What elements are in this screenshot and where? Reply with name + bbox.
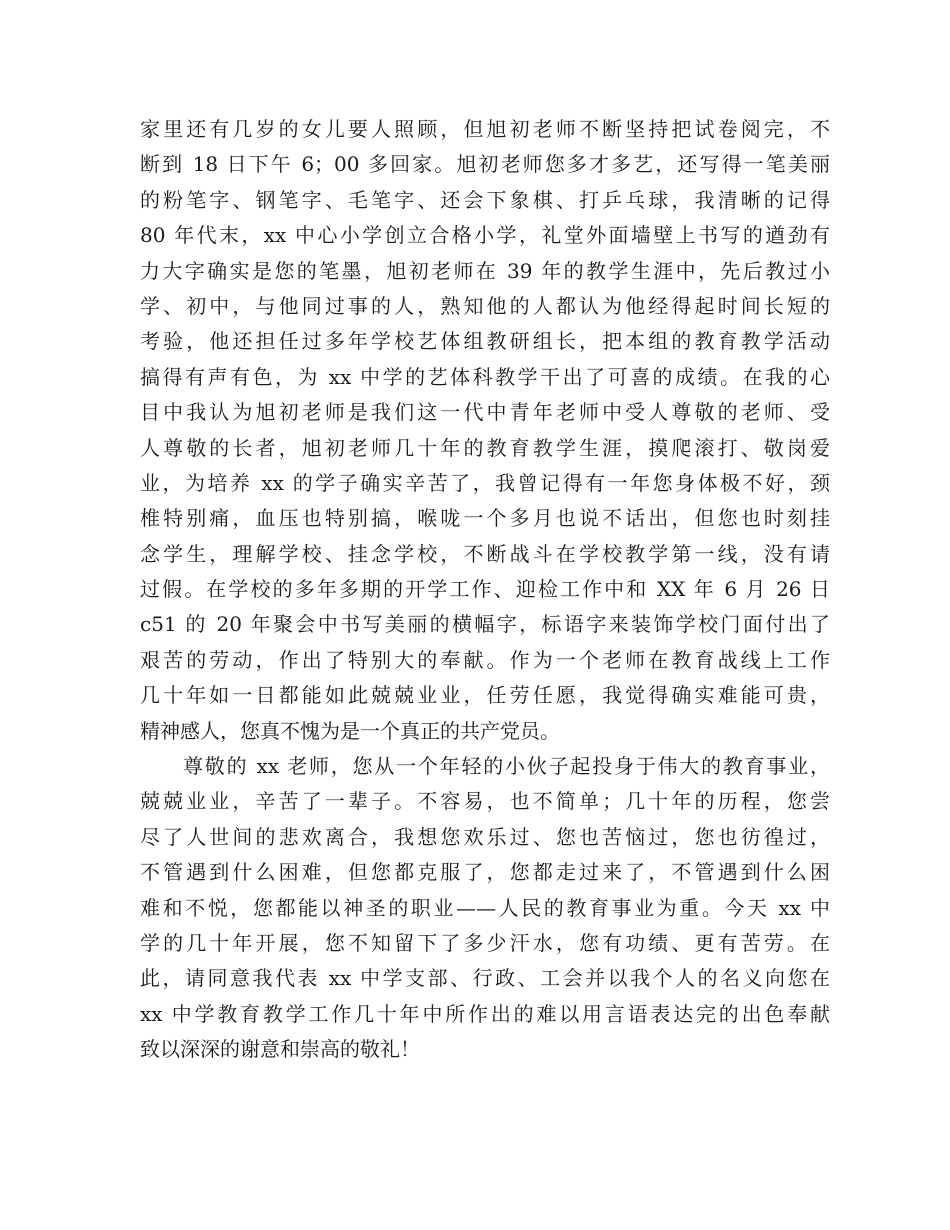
text-line: 力大字确实是您的笔墨，旭初老师在 39 年的教学生涯中，先后教过小 — [140, 258, 830, 283]
text-line: 人尊敬的长者，旭初老师几十年的教育教学生涯，摸爬滚打、敬岗爱 — [140, 435, 830, 460]
text-line: 考验，他还担任过多年学校艺体组教研组长，把本组的教育教学活动 — [140, 329, 830, 354]
text-line: 几十年如一日都能如此兢兢业业，任劳任愿，我觉得确实难能可贵， — [140, 683, 830, 708]
text-line: 断到 18 日下午 6；00 多回家。旭初老师您多才多艺，还写得一笔美丽 — [140, 152, 830, 177]
text-line: 椎特别痛，血压也特别搞，喉咙一个多月也说不话出，但您也时刻挂 — [140, 506, 830, 531]
text-line: 学的几十年开展，您不知留下了多少汗水，您有功绩、更有苦劳。在 — [140, 930, 830, 955]
text-line: 80 年代末，xx 中心小学创立合格小学，礼堂外面墙壁上书写的遒劲有 — [140, 223, 830, 248]
text-line: 艰苦的劳动，作出了特别大的奉献。作为一个老师在教育战线上工作 — [140, 647, 830, 672]
text-line: xx 中学教育教学工作几十年中所作出的难以用言语表达完的出色奉献 — [140, 1001, 830, 1026]
text-line: 兢兢业业，辛苦了一辈子。不容易，也不简单；几十年的历程，您尝 — [140, 789, 830, 814]
text-line: 不管遇到什么困难，但您都克服了，您都走过来了，不管遇到什么困 — [140, 860, 830, 885]
paragraph-1 — [140, 112, 830, 749]
text-line: 尽了人世间的悲欢离合，我想您欢乐过、您也苦恼过，您也彷徨过， — [140, 824, 830, 849]
text-line: 业，为培养 xx 的学子确实辛苦了，我曾记得有一年您身体极不好，颈 — [140, 470, 830, 495]
text-line: 学、初中，与他同过事的人，熟知他的人都认为他经得起时间长短的 — [140, 293, 830, 318]
text-line: 过假。在学校的多年多期的开学工作、迎检工作中和 XX 年 6 月 26 日 — [140, 577, 830, 602]
text-line: 念学生，理解学校、挂念学校，不断战斗在学校教学第一线，没有请 — [140, 541, 830, 566]
text-line: 尊敬的 xx 老师，您从一个年轻的小伙子起投身于伟大的教育事业， — [183, 754, 830, 779]
text-line: 精神感人，您真不愧为是一个真正的共产党员。 — [140, 718, 560, 743]
text-line: 致以深深的谢意和崇高的敬礼！ — [140, 1037, 420, 1062]
paragraph-2 — [140, 749, 830, 1068]
text-line: 家里还有几岁的女儿要人照顾，但旭初老师不断坚持把试卷阅完，不 — [140, 117, 830, 141]
body-text — [140, 112, 830, 1068]
text-line: 的粉笔字、钢笔字、毛笔字、还会下象棋、打乒乓球，我清晰的记得 — [140, 187, 830, 212]
text-line: 目中我认为旭初老师是我们这一代中青年老师中受人尊敬的老师、受 — [140, 400, 830, 425]
text-line: 此，请同意我代表 xx 中学支部、行政、工会并以我个人的名义向您在 — [140, 966, 830, 991]
text-line: c51 的 20 年聚会中书写美丽的横幅字，标语字来装饰学校门面付出了 — [140, 612, 830, 637]
text-line: 难和不悦，您都能以神圣的职业——人民的教育事业为重。今天 xx 中 — [140, 895, 830, 920]
text-line: 搞得有声有色，为 xx 中学的艺体科教学干出了可喜的成绩。在我的心 — [140, 364, 830, 389]
